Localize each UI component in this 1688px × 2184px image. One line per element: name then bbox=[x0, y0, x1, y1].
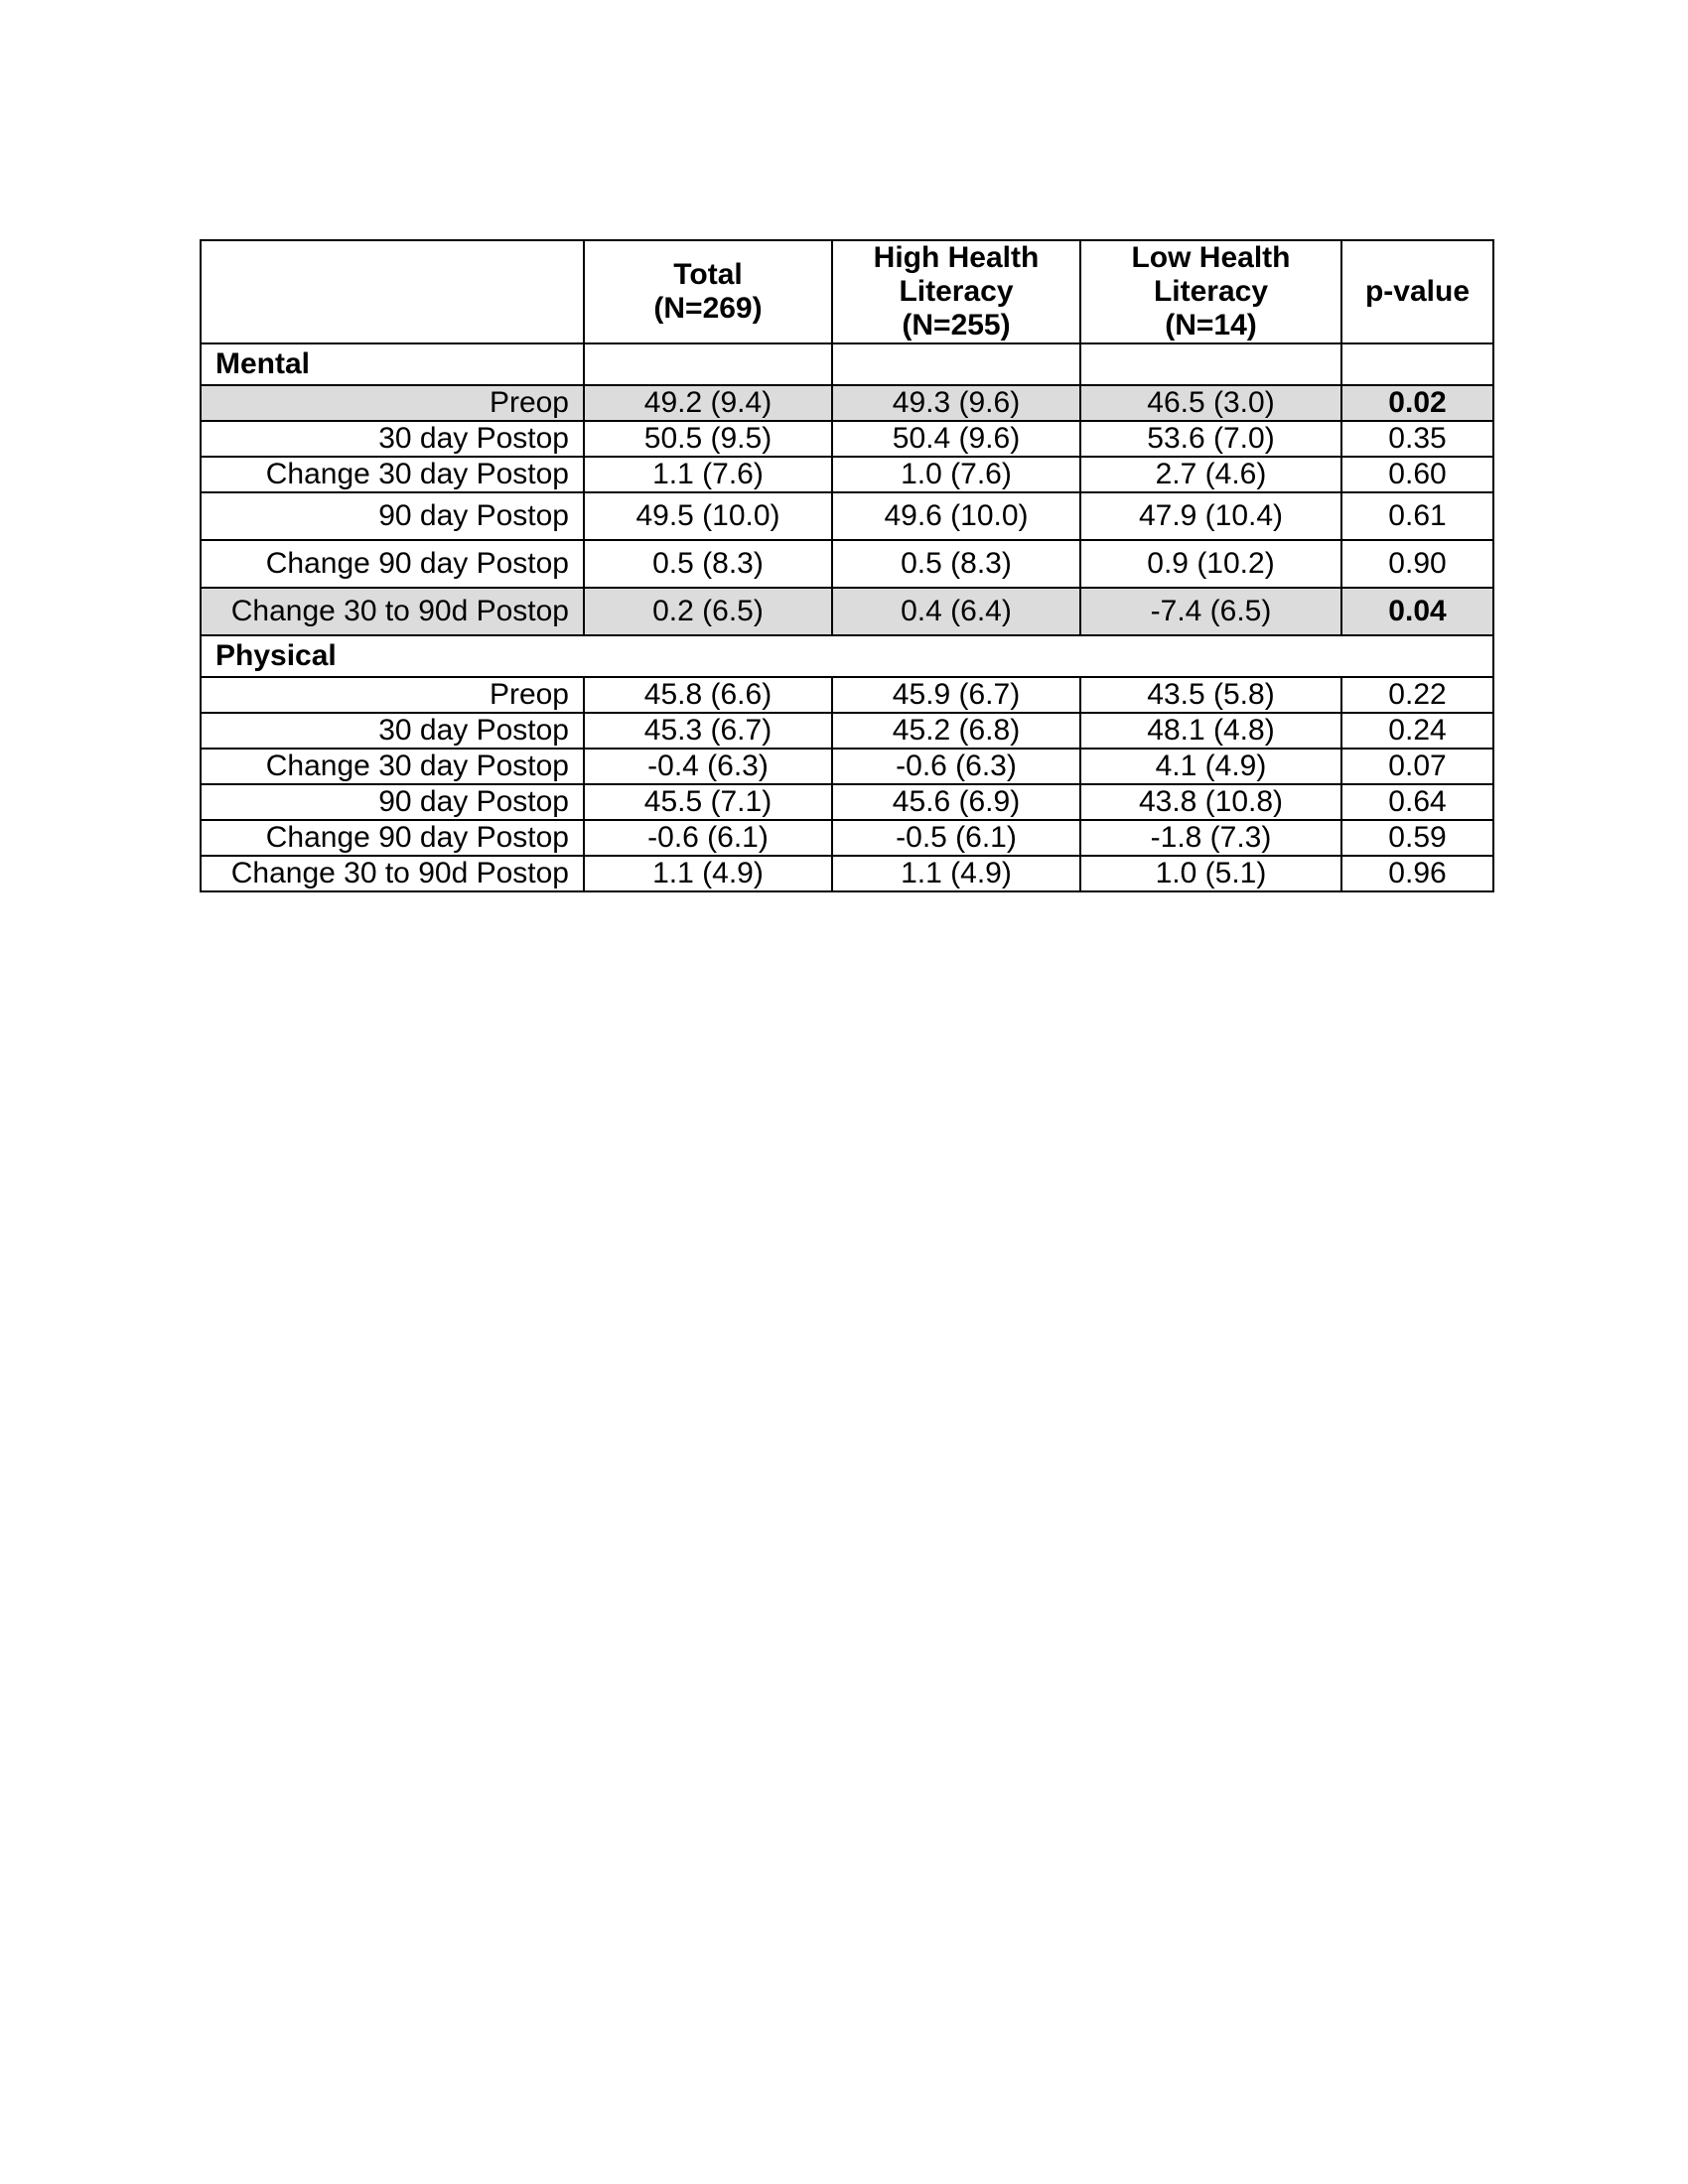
cell-p-value: 0.60 bbox=[1341, 457, 1493, 492]
header-line: p-value bbox=[1364, 275, 1471, 308]
empty-cell bbox=[584, 343, 832, 385]
cell-low-health-literacy: 0.9 (10.2) bbox=[1080, 540, 1341, 588]
cell-total: 45.8 (6.6) bbox=[584, 677, 832, 713]
cell-total: 1.1 (7.6) bbox=[584, 457, 832, 492]
cell-low-health-literacy: 48.1 (4.8) bbox=[1080, 713, 1341, 749]
cell-total: 45.3 (6.7) bbox=[584, 713, 832, 749]
row-label: Change 90 day Postop bbox=[201, 820, 584, 856]
cell-total: -0.6 (6.1) bbox=[584, 820, 832, 856]
header-line: High Health bbox=[873, 241, 1040, 274]
cell-p-value: 0.02 bbox=[1341, 385, 1493, 421]
table-row bbox=[201, 588, 1493, 635]
cell-low-health-literacy: -1.8 (7.3) bbox=[1080, 820, 1341, 856]
cell-p-value: 0.07 bbox=[1341, 749, 1493, 784]
header-line: (N=14) bbox=[1165, 309, 1257, 341]
header-blank bbox=[201, 240, 584, 343]
table-row bbox=[201, 492, 1493, 540]
table-row bbox=[201, 749, 1493, 784]
cell-p-value: 0.64 bbox=[1341, 784, 1493, 820]
cell-high-health-literacy: 45.2 (6.8) bbox=[832, 713, 1080, 749]
cell-high-health-literacy: 45.9 (6.7) bbox=[832, 677, 1080, 713]
cell-low-health-literacy: 46.5 (3.0) bbox=[1080, 385, 1341, 421]
header-line: Literacy bbox=[899, 275, 1014, 308]
cell-low-health-literacy: 47.9 (10.4) bbox=[1080, 492, 1341, 540]
row-label: Change 30 to 90d Postop bbox=[201, 856, 584, 891]
section-row-mental bbox=[201, 343, 1493, 385]
header-row bbox=[201, 240, 1493, 343]
table-row bbox=[201, 713, 1493, 749]
cell-p-value: 0.90 bbox=[1341, 540, 1493, 588]
cell-total: 49.2 (9.4) bbox=[584, 385, 832, 421]
header-line: (N=255) bbox=[902, 309, 1011, 341]
cell-total: -0.4 (6.3) bbox=[584, 749, 832, 784]
cell-high-health-literacy: 49.6 (10.0) bbox=[832, 492, 1080, 540]
results-table bbox=[200, 239, 1494, 892]
section-row-physical bbox=[201, 635, 1493, 677]
cell-p-value: 0.61 bbox=[1341, 492, 1493, 540]
cell-high-health-literacy: 49.3 (9.6) bbox=[832, 385, 1080, 421]
header-line: Literacy bbox=[1153, 275, 1269, 308]
table-row bbox=[201, 677, 1493, 713]
header-low-health-literacy bbox=[1080, 240, 1341, 343]
cell-high-health-literacy: 1.1 (4.9) bbox=[832, 856, 1080, 891]
cell-total: 0.2 (6.5) bbox=[584, 588, 832, 635]
table-row bbox=[201, 421, 1493, 457]
section-title: Mental bbox=[201, 343, 584, 385]
row-label: Preop bbox=[201, 385, 584, 421]
cell-total: 50.5 (9.5) bbox=[584, 421, 832, 457]
empty-cell bbox=[1341, 343, 1493, 385]
header-high-health-literacy bbox=[832, 240, 1080, 343]
cell-high-health-literacy: -0.6 (6.3) bbox=[832, 749, 1080, 784]
header-line: (N=269) bbox=[653, 292, 763, 325]
cell-high-health-literacy: 0.5 (8.3) bbox=[832, 540, 1080, 588]
cell-high-health-literacy: -0.5 (6.1) bbox=[832, 820, 1080, 856]
cell-p-value: 0.59 bbox=[1341, 820, 1493, 856]
cell-p-value: 0.22 bbox=[1341, 677, 1493, 713]
header-line: Total bbox=[673, 258, 743, 291]
header-total bbox=[584, 240, 832, 343]
cell-low-health-literacy: 43.5 (5.8) bbox=[1080, 677, 1341, 713]
header-p-value bbox=[1341, 240, 1493, 343]
cell-high-health-literacy: 45.6 (6.9) bbox=[832, 784, 1080, 820]
cell-total: 45.5 (7.1) bbox=[584, 784, 832, 820]
table-row bbox=[201, 820, 1493, 856]
cell-low-health-literacy: 43.8 (10.8) bbox=[1080, 784, 1341, 820]
cell-high-health-literacy: 1.0 (7.6) bbox=[832, 457, 1080, 492]
cell-p-value: 0.35 bbox=[1341, 421, 1493, 457]
empty-cell bbox=[832, 343, 1080, 385]
section-title: Physical bbox=[201, 635, 1493, 677]
cell-total: 49.5 (10.0) bbox=[584, 492, 832, 540]
row-label: Preop bbox=[201, 677, 584, 713]
empty-cell bbox=[1080, 343, 1341, 385]
table-header bbox=[201, 240, 1493, 343]
row-label: 30 day Postop bbox=[201, 713, 584, 749]
header-line: Low Health bbox=[1131, 241, 1291, 274]
table-row bbox=[201, 457, 1493, 492]
cell-low-health-literacy: 4.1 (4.9) bbox=[1080, 749, 1341, 784]
row-label: Change 90 day Postop bbox=[201, 540, 584, 588]
table-body bbox=[201, 343, 1493, 891]
cell-high-health-literacy: 0.4 (6.4) bbox=[832, 588, 1080, 635]
cell-p-value: 0.24 bbox=[1341, 713, 1493, 749]
row-label: 30 day Postop bbox=[201, 421, 584, 457]
cell-total: 1.1 (4.9) bbox=[584, 856, 832, 891]
table-row bbox=[201, 856, 1493, 891]
cell-low-health-literacy: 1.0 (5.1) bbox=[1080, 856, 1341, 891]
row-label: 90 day Postop bbox=[201, 492, 584, 540]
cell-low-health-literacy: 2.7 (4.6) bbox=[1080, 457, 1341, 492]
cell-p-value: 0.04 bbox=[1341, 588, 1493, 635]
row-label: 90 day Postop bbox=[201, 784, 584, 820]
table-row bbox=[201, 784, 1493, 820]
table-row bbox=[201, 385, 1493, 421]
cell-total: 0.5 (8.3) bbox=[584, 540, 832, 588]
table-row bbox=[201, 540, 1493, 588]
row-label: Change 30 day Postop bbox=[201, 749, 584, 784]
cell-p-value: 0.96 bbox=[1341, 856, 1493, 891]
cell-high-health-literacy: 50.4 (9.6) bbox=[832, 421, 1080, 457]
cell-low-health-literacy: 53.6 (7.0) bbox=[1080, 421, 1341, 457]
row-label: Change 30 to 90d Postop bbox=[201, 588, 584, 635]
cell-low-health-literacy: -7.4 (6.5) bbox=[1080, 588, 1341, 635]
row-label: Change 30 day Postop bbox=[201, 457, 584, 492]
